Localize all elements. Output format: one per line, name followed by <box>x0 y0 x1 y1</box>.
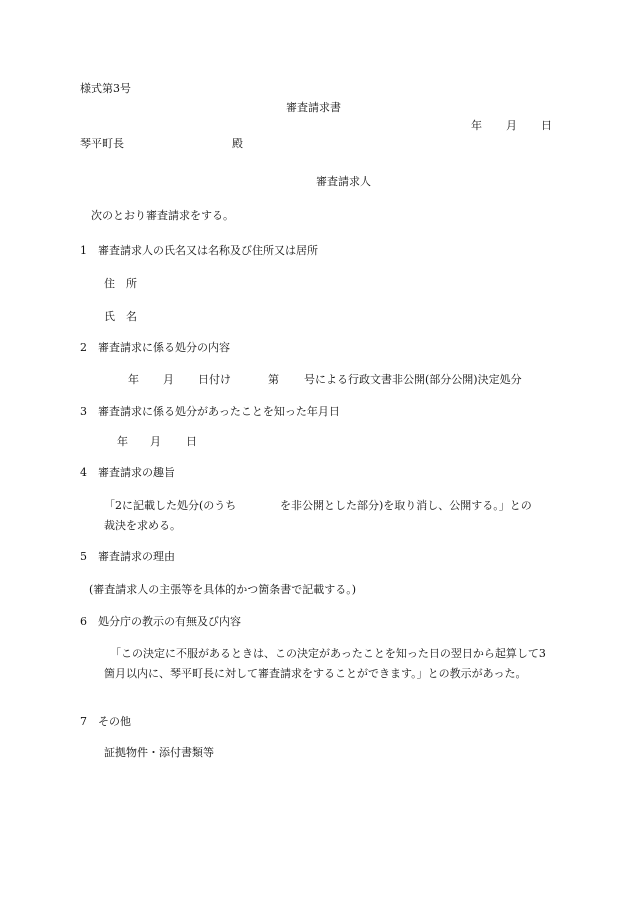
disposition-month: 月 <box>163 373 174 386</box>
disposition-no: 第 <box>268 373 279 386</box>
section-1-heading: 1 審査請求人の氏名又は名称及び住所又は居所 <box>80 244 318 257</box>
purpose-text-c: 裁決を求める。 <box>104 519 181 532</box>
disposition-dated: 日付け <box>198 373 231 386</box>
known-month: 月 <box>150 435 161 448</box>
section-2-heading: 2 審査請求に係る処分の内容 <box>80 341 230 354</box>
instruction-text: 「この決定に不服があるときは、この決定があったことを知った日の翌日から起算して3箇月以内に、琴平町長に対して審査請求をすることができます。」との教示があった。 <box>104 647 546 680</box>
date-year: 年 <box>471 119 482 132</box>
section-5-heading: 5 審査請求の理由 <box>80 550 175 563</box>
addressee-name: 琴平町長 <box>80 137 124 150</box>
purpose-text-b: を非公開とした部分)を取り消し、公開する。」との <box>280 499 532 512</box>
known-day: 日 <box>186 435 197 448</box>
name-label: 氏 名 <box>104 310 137 323</box>
reason-note: (審査請求人の主張等を具体的かつ箇条書で記載する。) <box>89 583 357 596</box>
disposition-year: 年 <box>128 373 139 386</box>
known-year: 年 <box>117 435 128 448</box>
section-4-heading: 4 審査請求の趣旨 <box>80 466 175 479</box>
date-day: 日 <box>541 119 552 132</box>
form-number: 様式第3号 <box>80 82 131 95</box>
addressee-honorific: 殿 <box>232 137 243 150</box>
requester-label: 審査請求人 <box>316 175 371 188</box>
section-7-heading: 7 その他 <box>80 715 131 728</box>
section-6-heading: 6 処分庁の教示の有無及び内容 <box>80 615 241 628</box>
disposition-rest: 号による行政文書非公開(部分公開)決定処分 <box>304 373 522 386</box>
address-label: 住 所 <box>104 277 137 290</box>
section-3-heading: 3 審査請求に係る処分があったことを知った年月日 <box>80 405 340 418</box>
date-month: 月 <box>506 119 517 132</box>
document-title: 審査請求書 <box>286 101 341 114</box>
purpose-text-a: 「2に記載した処分(のうち <box>104 499 237 512</box>
intro-text: 次のとおり審査請求をする。 <box>91 209 234 222</box>
evidence-item: 証拠物件・添付書類等 <box>104 746 214 759</box>
